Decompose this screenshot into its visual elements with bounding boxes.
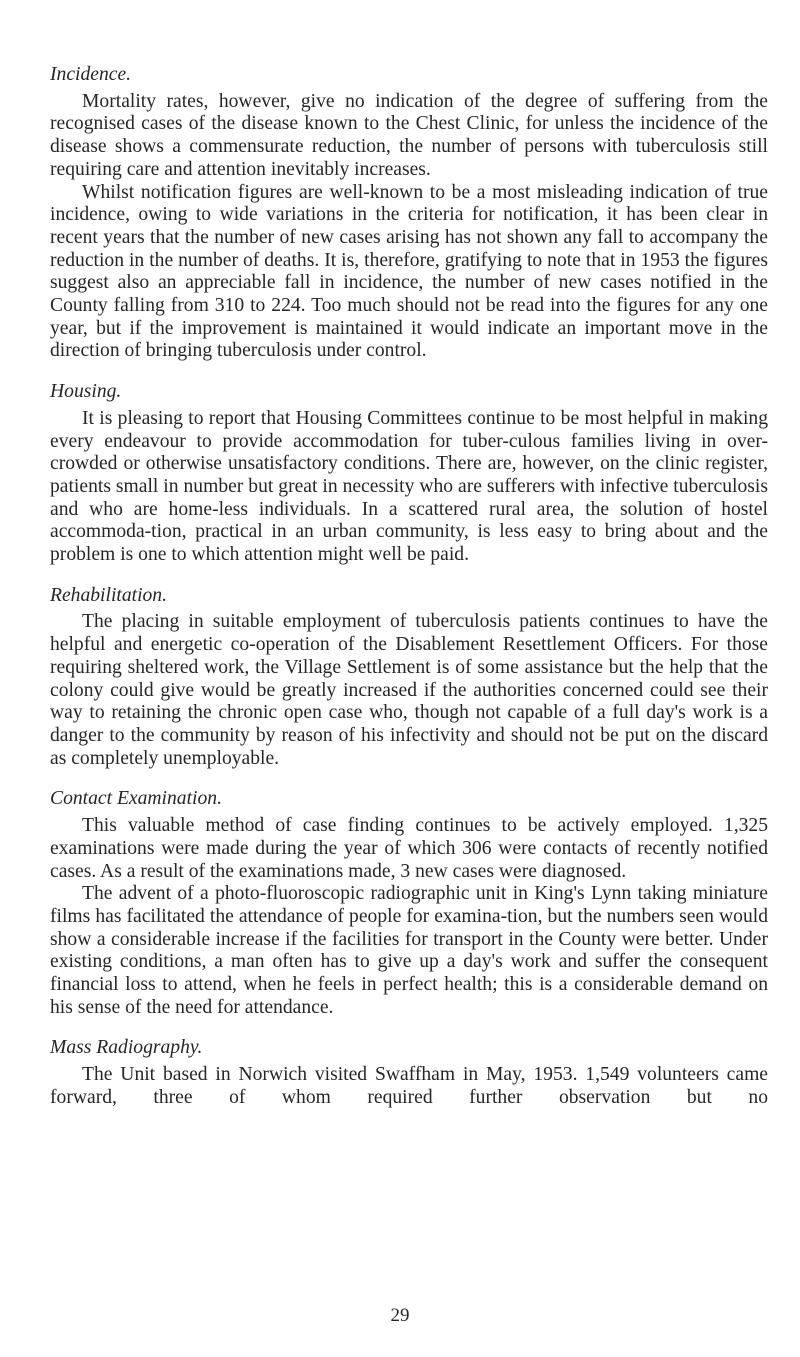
paragraph: Whilst notification figures are well-known to be a most misleading indication of true incidence, owing to wide variations in the criteria for notification, it has been clear in recent years that the number of new cases arising has not shown any fall to accompany the reduction in the number of deaths. It is, therefore, gratifying to note that in 1953 the figures suggest also an appreciable fall in incidence, the number of new cases notified in the County falling from 310 to 224. Too much should not be read into the figures for any one year, but if the improvement is maintained it would indicate an important move in the direction of bringing tuberculosis under control.	[50, 181, 768, 362]
paragraph: This valuable method of case finding continues to be actively employed. 1,325 examinations were made during the year of which 306 were contacts of recently notified cases. As a result of the examinations made, 3 new cases were diagnosed.	[50, 815, 768, 882]
page-number: 29	[390, 1305, 410, 1326]
section-incidence	[50, 64, 768, 363]
section-heading: Mass Radiography.	[50, 1037, 203, 1059]
paragraph: Mortality rates, however, give no indication of the degree of suffering from the recognised cases of the disease known to the Chest Clinic, for unless the incidence of the disease shows a commensurate reduction, the number of persons with tuberculosis still requiring care and attention inevitably increases.	[50, 90, 768, 180]
section-mass-radiography	[50, 1037, 768, 1109]
section-heading: Housing.	[50, 381, 122, 403]
paragraph: The placing in suitable employment of tuberculosis patients continues to have the helpful and energetic co-operation of the Disablement Resettlement Officers. For those requiring sheltered work, the Village Settlement is of some assistance but the help that the colony could give would be greatly increased if the authorities concerned could see their way to retaining the chronic open case who, though not capable of a full day's work is a danger to the community by reason of his infectivity and should not be put on the discard as completely unemployable.	[50, 611, 768, 769]
section-rehabilitation	[50, 585, 768, 771]
paragraph: The advent of a photo-fluoroscopic radiographic unit in King's Lynn taking miniature films has facilitated the attendance of people for examina-tion, but the numbers seen would show a considerable increase if the facilities for transport in the County were better. Under existing conditions, a man often has to give up a day's work and suffer the consequent financial loss to attend, when he feels in perfect health; this is a considerable demand on his sense of the need for attendance.	[50, 883, 768, 1018]
paragraph: It is pleasing to report that Housing Committees continue to be most helpful in making every endeavour to provide accommodation for tuber-culous families living in over-crowded or otherwise unsatisfactory conditions. There are, however, on the clinic register, patients small in number but great in necessity who are sufferers with infective tuberculosis and who are home-less individuals. In a scattered rural area, the solution of hostel accommoda-tion, practical in an urban community, is less easy to bring about and the problem is one to which attention might well be paid.	[50, 407, 768, 566]
document-page	[50, 64, 768, 1128]
section-heading: Contact Examination.	[50, 788, 222, 810]
section-heading: Incidence.	[50, 64, 132, 85]
section-heading: Rehabilitation.	[50, 584, 168, 606]
section-housing	[50, 381, 768, 567]
paragraph: The Unit based in Norwich visited Swaffham in May, 1953. 1,549 volunteers came forward, three of whom required further observation but no	[50, 1064, 768, 1108]
section-contact-examination	[50, 788, 768, 1019]
